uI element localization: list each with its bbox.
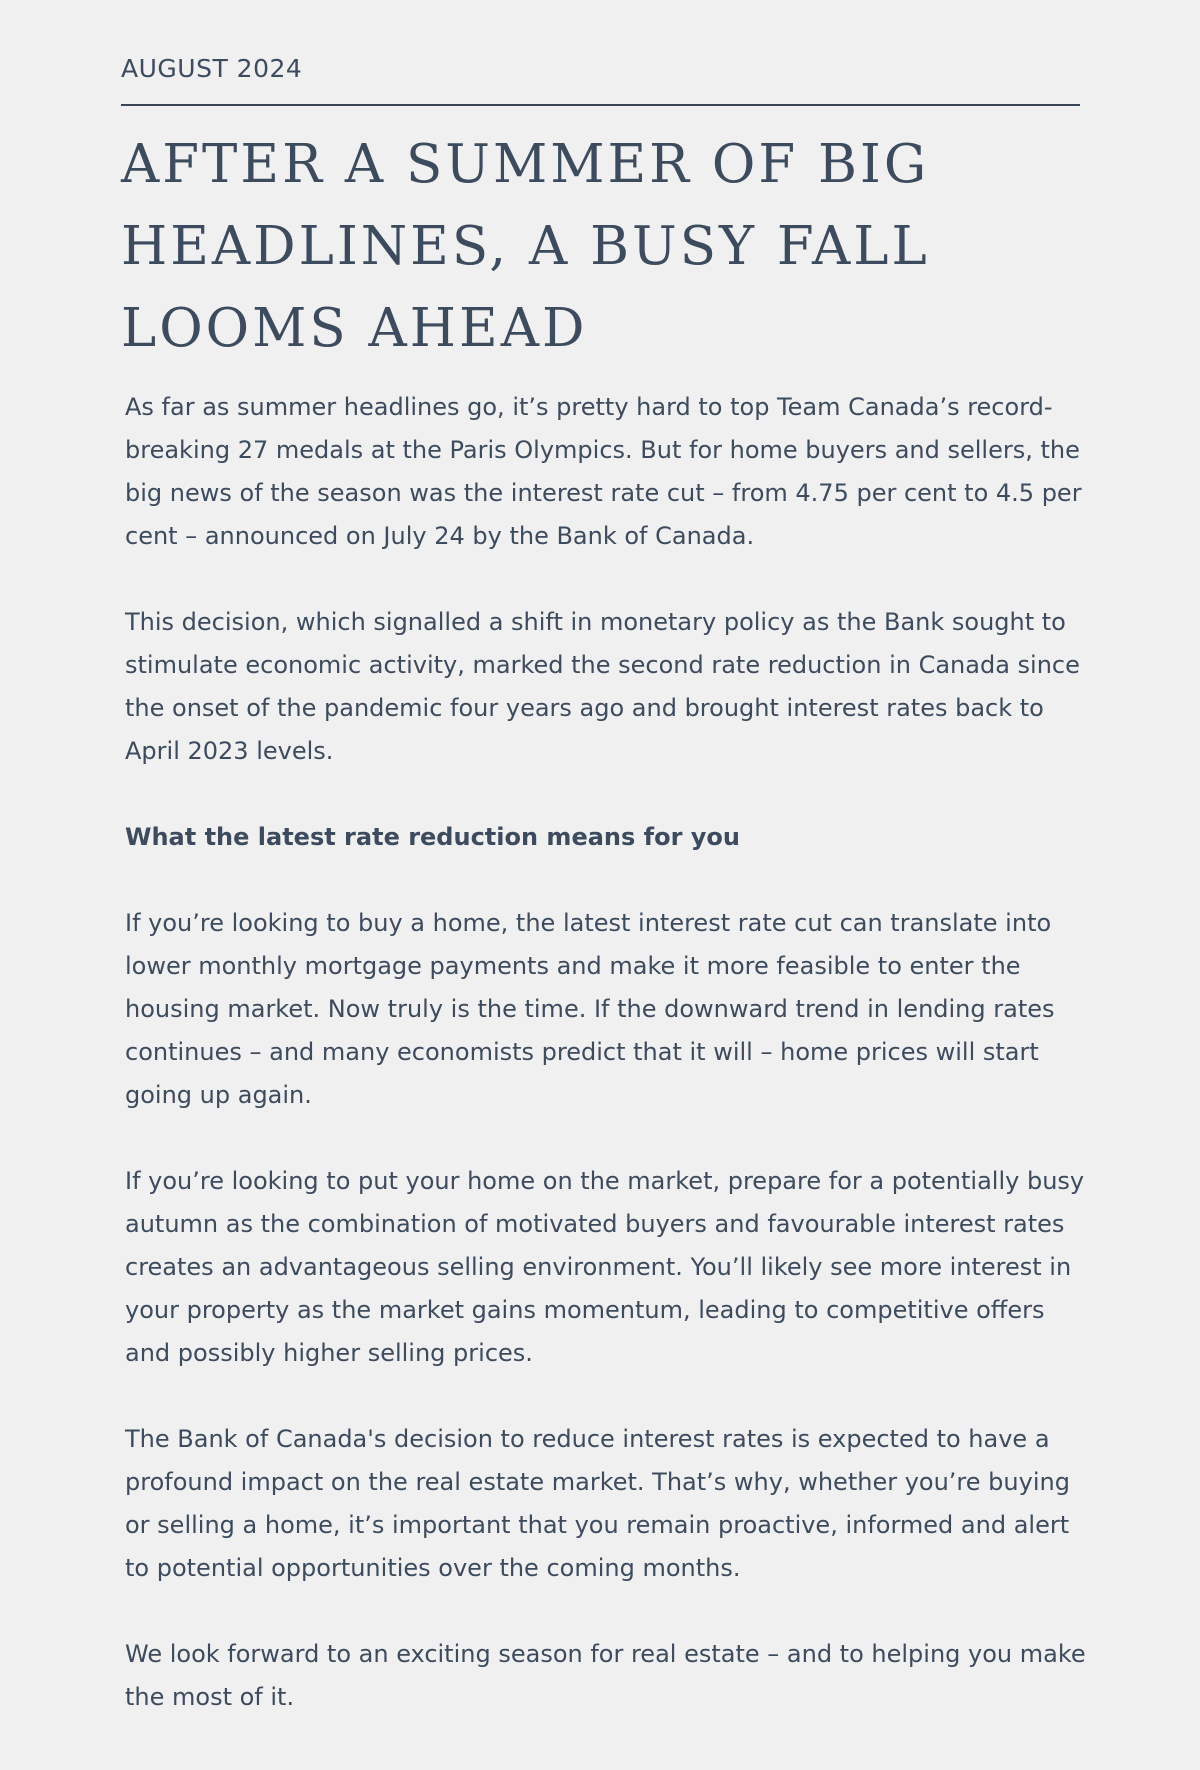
section-subheading: What the latest rate reduction means for you <box>125 823 740 851</box>
article-paragraph-1: As far as summer headlines go, it’s pretty hard to top Team Canada’s record-breaking 27 medals at the Paris Olympics. But for home buyers and sellers, the big news of the season was the interest rate cut – from 4.75 per cent to 4.5 per cent – announced on July 24 by the Bank of Canada. <box>125 393 1082 550</box>
article-body <box>125 386 1095 1762</box>
issue-date: AUGUST 2024 <box>121 54 303 83</box>
header-divider <box>121 104 1080 106</box>
article-paragraph-6: We look forward to an exciting season for real estate – and to helping you make the most of it. <box>125 1640 1086 1711</box>
page-title: AFTER A SUMMER OF BIG HEADLINES, A BUSY FALL LOOMS AHEAD <box>121 134 930 359</box>
article-paragraph-3: If you’re looking to buy a home, the latest interest rate cut can translate into lower monthly mortgage payments and make it more feasible to enter the housing market. Now truly is the time. If the downward trend in lending rates continues – and many economists predict that it will – home prices will start going up again. <box>125 909 1055 1109</box>
article-paragraph-4: If you’re looking to put your home on the market, prepare for a potentially busy autumn as the combination of motivated buyers and favourable interest rates creates an advantageous selling environment. You’ll likely see more interest in your property as the market gains momentum, leading to competitive offers and possibly higher selling prices. <box>125 1167 1085 1367</box>
article-paragraph-5: The Bank of Canada's decision to reduce interest rates is expected to have a profound impact on the real estate market. That’s why, whether you’re buying or selling a home, it’s important that you remain proactive, informed and alert to potential opportunities over the coming months. <box>125 1425 1070 1582</box>
article-paragraph-2: This decision, which signalled a shift in monetary policy as the Bank sought to stimulate economic activity, marked the second rate reduction in Canada since the onset of the pandemic four years ago and brought interest rates back to April 2023 levels. <box>125 608 1080 765</box>
